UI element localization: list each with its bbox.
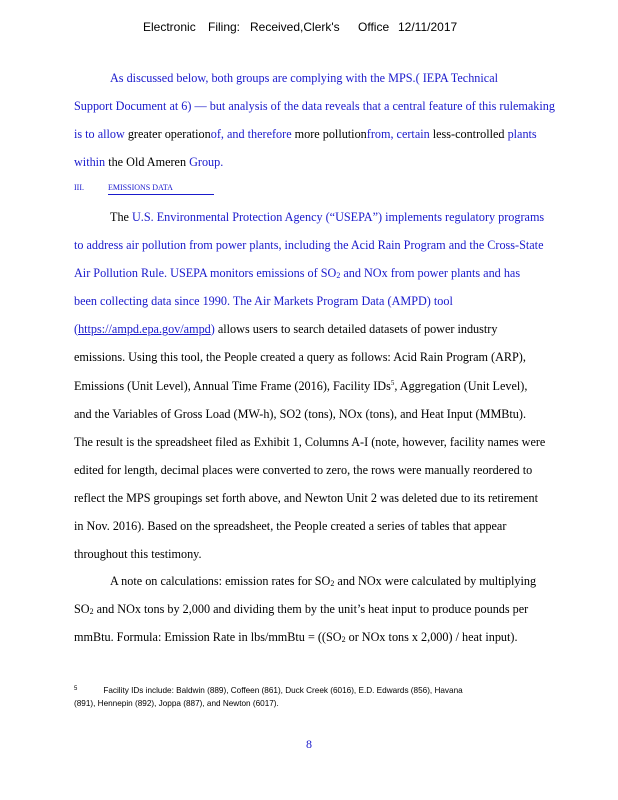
footnote-ref[interactable]: 5 — [390, 378, 395, 387]
text-line: emissions. Using this tool, the People created a query as follows: Acid Rain Program (ARP), — [74, 350, 526, 365]
text-line: Support Document at 6) — but analysis of the data reveals that a central feature of this rulemaking — [74, 99, 555, 114]
text-line: Emissions (Unit Level), Annual Time Frame (2016), Facility IDs$^5$, Aggregation (Unit Level), — [74, 378, 528, 393]
section-title-underline — [108, 194, 214, 195]
paragraph-groups-complying — [74, 64, 590, 176]
ampd-link[interactable]: https://ampd.epa.gov/ampd — [78, 322, 211, 337]
text-line: As discussed below, both groups are complying with the MPS.( IEPA Technical — [110, 71, 498, 85]
page-number: 8 — [306, 737, 312, 751]
header-received: Received,Clerk's — [250, 20, 340, 34]
text-line: edited for length, decimal places were converted to zero, the rows were manually reordered to — [74, 462, 533, 477]
paragraph-emissions-data — [74, 203, 590, 568]
text-line: is to allow greater operationof, and therefore more pollutionfrom, certain less-controlled plants — [74, 127, 537, 142]
text-line: The result is the spreadsheet filed as Exhibit 1, Columns A-I (note, however, facility names were — [74, 434, 546, 449]
text-line: mmBtu. Formula: Emission Rate in lbs/mmBtu = (($SO_2$ or NOx tons x 2,000) / heat input). — [74, 630, 518, 645]
header-office: Office — [358, 20, 390, 34]
footnote-mark: 5 — [74, 686, 78, 692]
text-line: $SO_2$ and NOx tons by 2,000 and dividing them by the unit’s heat input to produce pounds per — [74, 602, 529, 617]
text-line: and the Variables of Gross Load (MW-h), SO2 (tons), NOx (tons), and Heat Input (MMBtu). — [74, 406, 527, 421]
text-line: within the Old Ameren Group. — [74, 155, 224, 170]
text-line: reflect the MPS groupings set forth above, and Newton Unit 2 was deleted due to its retirement — [74, 490, 539, 505]
section-number: III. — [74, 183, 84, 192]
text-line: throughout this testimony. — [74, 547, 202, 562]
text-line: (https://ampd.epa.gov/ampd) allows users to search detailed datasets of power industry — [74, 322, 498, 337]
section-title: EMISSIONS DATA — [108, 183, 173, 192]
header-electronic: Electronic — [143, 20, 196, 34]
text-line: A note on calculations: emission rates for $SO_2$ and NOx were calculated by multiplying — [110, 574, 537, 588]
text-line: in Nov. 2016). Based on the spreadsheet, the People created a series of tables that appear — [74, 519, 507, 534]
text-line: The U.S. Environmental Protection Agency (“USEPA”) implements regulatory programs — [110, 210, 545, 224]
footnote-5 — [74, 683, 594, 710]
text-line: been collecting data since 1990. The Air Markets Program Data (AMPD) tool — [74, 294, 453, 309]
footnote-line: (891), Hennepin (892), Joppa (887), and Newton (6017). — [74, 699, 279, 708]
paragraph-calculations — [74, 567, 590, 651]
text-line: Air Pollution Rule. USEPA monitors emissions of $SO_2$ and NOx from power plants and has — [74, 266, 521, 281]
footnote-line: $^5$ Facility IDs include: Baldwin (889), Coffeen (861), Duck Creek (6016), E.D. Edwards (856), Havana — [74, 686, 463, 695]
header-filing: Filing: — [208, 20, 241, 34]
header-date: 12/11/2017 — [398, 20, 458, 34]
text-line: to address air pollution from power plants, including the Acid Rain Program and the Cross-State — [74, 238, 544, 253]
